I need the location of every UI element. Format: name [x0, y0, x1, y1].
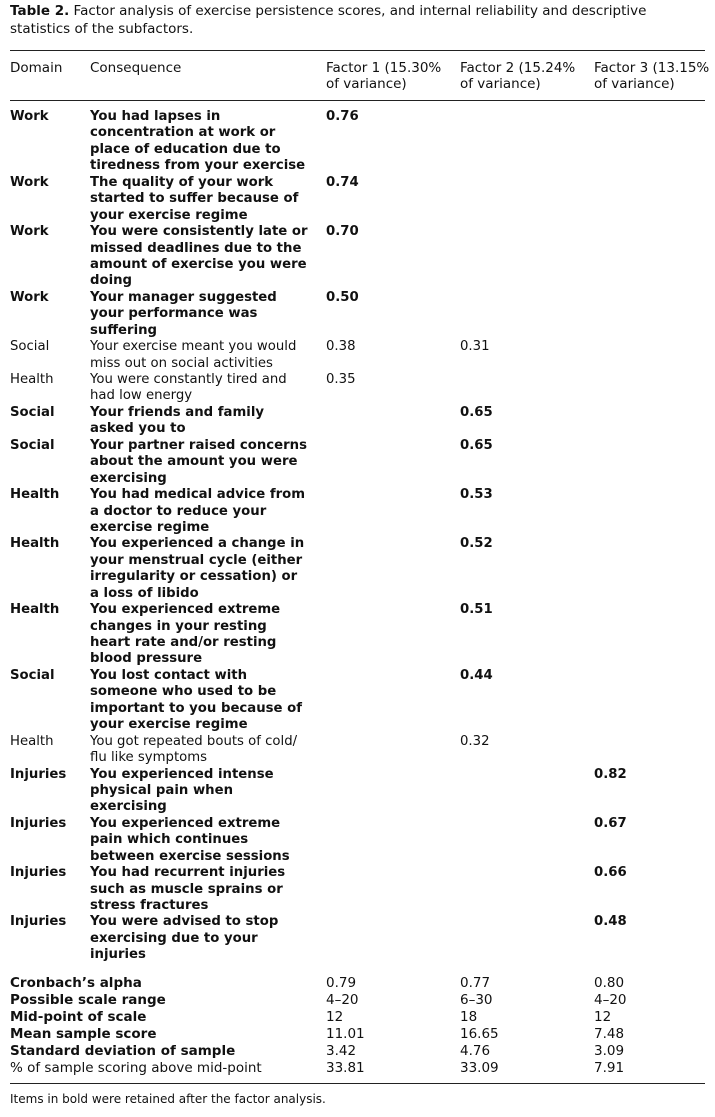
- stat-factor-2: 4.76: [460, 1043, 491, 1060]
- consequence-cell: You lost contact with someone who used to be important to you because of your exercise regime: [90, 667, 303, 733]
- header-domain: Domain: [10, 60, 63, 76]
- stat-factor-3: 7.91: [594, 1060, 625, 1077]
- consequence-cell: You got repeated bouts of cold/ flu like symptoms: [90, 733, 298, 766]
- table-caption: [10, 2, 710, 38]
- header-rule: [10, 100, 705, 101]
- consequence-cell: You were consistently late or missed deadlines due to the amount of exercise you were doing: [90, 224, 308, 289]
- stat-factor-3: 4–20: [594, 992, 627, 1009]
- stat-factor-1: 12: [326, 1009, 344, 1026]
- table-row: [10, 290, 710, 339]
- table-row: [10, 536, 710, 602]
- stat-factor-2: 33.09: [460, 1060, 499, 1077]
- domain-cell: Injuries: [10, 766, 67, 782]
- header-factor-2: Factor 2 (15.24% of variance): [460, 60, 576, 92]
- factor-2-cell: 0.65: [460, 404, 493, 420]
- factor-2-cell: 0.52: [460, 536, 493, 552]
- bottom-rule: [10, 1083, 705, 1084]
- stat-factor-2: 6–30: [460, 992, 493, 1009]
- factor-1-cell: 0.50: [326, 289, 359, 305]
- factor-3-cell: 0.67: [594, 815, 627, 831]
- domain-cell: Health: [10, 487, 60, 503]
- stat-factor-2: 0.77: [460, 975, 491, 991]
- table-row: [10, 109, 710, 175]
- table-row: [10, 438, 710, 487]
- header-factor-1: Factor 1 (15.30% of variance): [326, 60, 442, 92]
- consequence-cell: You were advised to stop exercising due to your injuries: [90, 914, 279, 963]
- table-row: [10, 914, 710, 963]
- stat-factor-1: 0.79: [326, 975, 357, 991]
- domain-cell: Work: [10, 224, 49, 240]
- stat-factor-1: 4–20: [326, 992, 359, 1009]
- consequence-cell: You had lapses in concentration at work or place of education due to tiredness from your exercise: [90, 109, 306, 174]
- consequence-cell: You experienced extreme pain which continues between exercise sessions: [90, 815, 290, 864]
- consequence-cell: You had medical advice from a doctor to reduce your exercise regime: [90, 487, 306, 535]
- table-row: [10, 224, 710, 290]
- factor-1-cell: 0.74: [326, 174, 359, 190]
- factor-1-cell: 0.76: [326, 109, 359, 124]
- table-row: [10, 372, 710, 405]
- stat-label: Possible scale range: [10, 992, 166, 1009]
- consequence-cell: Your friends and family asked you to: [90, 404, 265, 437]
- domain-cell: Health: [10, 536, 60, 552]
- table-row: [10, 405, 710, 438]
- table-row: [10, 487, 710, 536]
- factor-3-cell: 0.48: [594, 914, 627, 930]
- factor-1-cell: 0.35: [326, 372, 356, 387]
- stat-label: Mean sample score: [10, 1026, 157, 1043]
- header-factor-3: Factor 3 (13.15% of variance): [594, 60, 710, 92]
- domain-cell: Injuries: [10, 865, 67, 881]
- factor-2-cell: 0.51: [460, 602, 493, 618]
- table-row: [10, 865, 710, 914]
- consequence-cell: Your manager suggested your performance was suffering: [90, 289, 277, 338]
- stats-row: [10, 1060, 710, 1077]
- factor-3-cell: 0.82: [594, 766, 627, 782]
- stat-factor-2: 16.65: [460, 1026, 499, 1043]
- stats-row: [10, 1043, 710, 1060]
- domain-cell: Social: [10, 437, 55, 453]
- consequence-cell: Your partner raised concerns about the amount you were exercising: [90, 437, 307, 486]
- stat-label: Cronbach’s alpha: [10, 975, 142, 991]
- factor-2-cell: 0.65: [460, 437, 493, 453]
- stats-row: [10, 1026, 710, 1043]
- factor-1-cell: 0.70: [326, 224, 359, 240]
- table-row: [10, 175, 710, 224]
- domain-cell: Social: [10, 404, 55, 420]
- consequence-cell: You experienced a change in your menstrual cycle (either irregularity or cessation) or a loss of libido: [90, 536, 305, 601]
- domain-cell: Health: [10, 372, 54, 387]
- table-row: [10, 767, 710, 816]
- stat-factor-2: 18: [460, 1009, 478, 1026]
- factor-2-cell: 0.31: [460, 339, 490, 355]
- stat-factor-3: 0.80: [594, 975, 625, 991]
- consequence-cell: Your exercise meant you would miss out on social activities: [90, 339, 297, 371]
- domain-cell: Injuries: [10, 914, 67, 930]
- stat-factor-3: 12: [594, 1009, 612, 1026]
- stat-label: % of sample scoring above mid-point: [10, 1060, 262, 1077]
- domain-cell: Work: [10, 174, 49, 190]
- top-rule: [10, 50, 705, 51]
- domain-cell: Social: [10, 667, 55, 683]
- stat-factor-1: 3.42: [326, 1043, 357, 1060]
- stat-label: Standard deviation of sample: [10, 1043, 236, 1060]
- consequence-cell: You had recurrent injuries such as muscle sprains or stress fractures: [90, 865, 286, 913]
- factor-2-cell: 0.53: [460, 487, 493, 503]
- table-row: [10, 816, 710, 865]
- consequence-cell: You experienced extreme changes in your resting heart rate and/or resting blood pressure: [90, 602, 281, 667]
- caption-label: Table 2.: [10, 3, 70, 19]
- table-row: [10, 602, 710, 668]
- caption-text: Factor analysis of exercise persistence scores, and internal reliability and descriptive statistics of the subfactors.: [10, 3, 647, 37]
- factor-1-cell: 0.38: [326, 339, 356, 355]
- domain-cell: Injuries: [10, 815, 67, 831]
- consequence-cell: The quality of your work started to suffer because of your exercise regime: [90, 174, 299, 223]
- header-consequence: Consequence: [90, 60, 182, 76]
- stat-factor-1: 33.81: [326, 1060, 365, 1077]
- descriptive-stats-rows: [10, 975, 710, 1078]
- factor-2-cell: 0.44: [460, 667, 493, 683]
- stats-row: [10, 975, 710, 992]
- table-row: [10, 734, 710, 767]
- stats-row: [10, 1009, 710, 1026]
- table-row: [10, 668, 710, 734]
- domain-cell: Health: [10, 602, 60, 618]
- domain-cell: Work: [10, 109, 49, 124]
- domain-cell: Social: [10, 339, 50, 355]
- factor-loading-rows: [10, 109, 710, 964]
- stat-factor-3: 7.48: [594, 1026, 625, 1043]
- table-footnote: Items in bold were retained after the factor analysis.: [10, 1092, 326, 1106]
- domain-cell: Work: [10, 289, 49, 305]
- consequence-cell: You experienced intense physical pain when exercising: [90, 766, 274, 815]
- stat-factor-3: 3.09: [594, 1043, 625, 1060]
- factor-3-cell: 0.66: [594, 865, 627, 881]
- consequence-cell: You were constantly tired and had low energy: [90, 372, 287, 404]
- stat-factor-1: 11.01: [326, 1026, 365, 1043]
- stats-row: [10, 992, 710, 1009]
- table-row: [10, 339, 710, 372]
- domain-cell: Health: [10, 733, 54, 749]
- factor-2-cell: 0.32: [460, 733, 490, 749]
- stat-label: Mid-point of scale: [10, 1009, 147, 1026]
